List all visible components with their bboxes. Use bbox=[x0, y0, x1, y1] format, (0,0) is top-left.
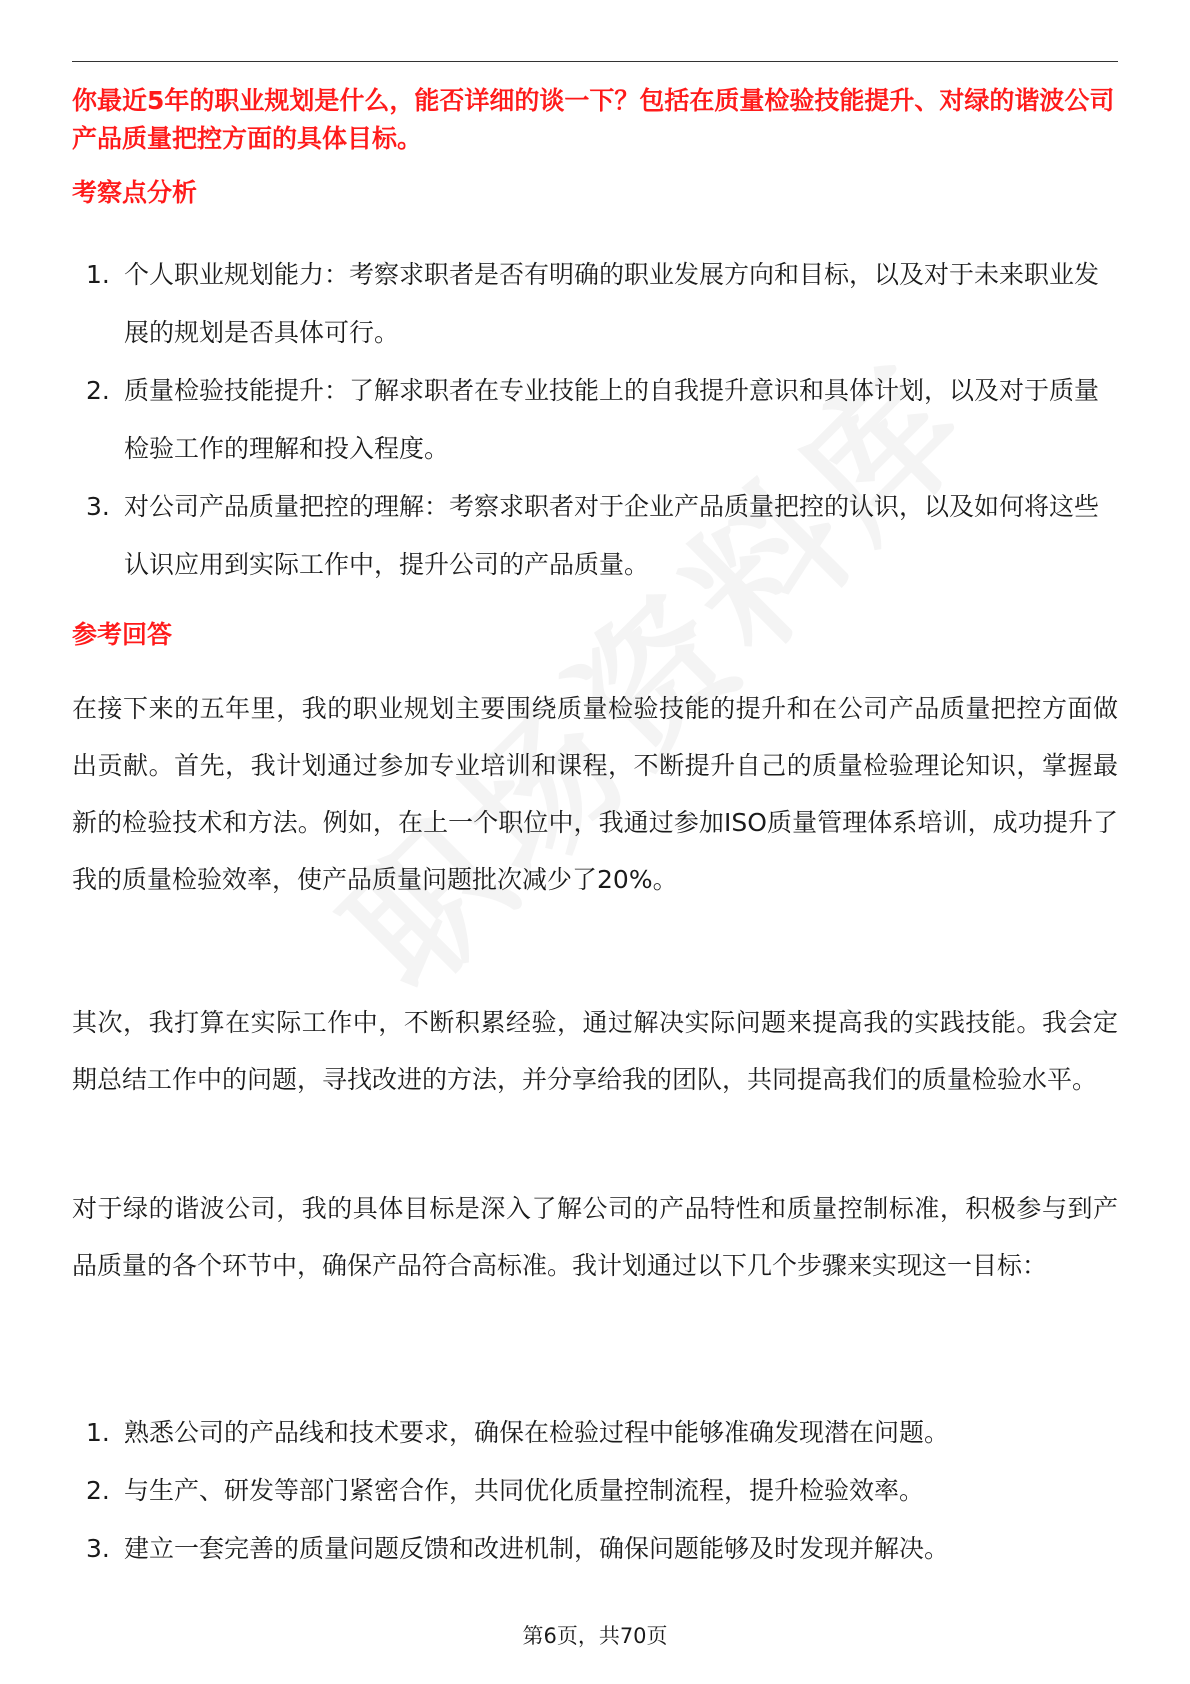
answer-paragraph: 其次，我打算在实际工作中，不断积累经验，通过解决实际问题来提高我的实践技能。我会定期总结工作中的问题，寻找改进的方法，并分享给我的团队，共同提高我们的质量检验水平。 bbox=[72, 1008, 1118, 1094]
top-rule bbox=[72, 61, 1118, 62]
answer-heading: 参考回答 bbox=[72, 620, 173, 649]
steps-list bbox=[72, 1404, 1118, 1578]
analysis-list bbox=[72, 246, 1118, 594]
list-number: 3. bbox=[86, 492, 110, 521]
list-number: 2. bbox=[86, 376, 110, 405]
list-number: 1. bbox=[86, 1418, 110, 1447]
analysis-item-text: 对公司产品质量把控的理解：考察求职者对于企业产品质量把控的认识，以及如何将这些认识应用到实际工作中，提升公司的产品质量。 bbox=[124, 492, 1100, 579]
question-title: 你最近5年的职业规划是什么，能否详细的谈一下？包括在质量检验技能提升、对绿的谐波公司产品质量把控方面的具体目标。 bbox=[72, 86, 1115, 153]
analysis-item-text: 个人职业规划能力：考察求职者是否有明确的职业发展方向和目标，以及对于未来职业发展的规划是否具体可行。 bbox=[124, 260, 1100, 347]
analysis-item bbox=[72, 362, 1118, 478]
analysis-item bbox=[72, 246, 1118, 362]
answer-paragraph: 对于绿的谐波公司，我的具体目标是深入了解公司的产品特性和质量控制标准，积极参与到产品质量的各个环节中，确保产品符合高标准。我计划通过以下几个步骤来实现这一目标： bbox=[72, 1194, 1118, 1280]
step-item bbox=[72, 1404, 1118, 1462]
analysis-heading: 考察点分析 bbox=[72, 178, 198, 207]
step-item bbox=[72, 1520, 1118, 1578]
step-item-text: 熟悉公司的产品线和技术要求，确保在检验过程中能够准确发现潜在问题。 bbox=[124, 1418, 950, 1447]
step-item bbox=[72, 1462, 1118, 1520]
step-item-text: 与生产、研发等部门紧密合作，共同优化质量控制流程，提升检验效率。 bbox=[124, 1476, 925, 1505]
step-item-text: 建立一套完善的质量问题反馈和改进机制，确保问题能够及时发现并解决。 bbox=[124, 1534, 950, 1563]
list-number: 1. bbox=[86, 260, 110, 289]
answer-paragraph: 在接下来的五年里，我的职业规划主要围绕质量检验技能的提升和在公司产品质量把控方面做出贡献。首先，我计划通过参加专业培训和课程，不断提升自己的质量检验理论知识，掌握最新的检验技术和方法。例如，在上一个职位中，我通过参加ISO质量管理体系培训，成功提升了我的质量检验效率，使产品质量问题批次减少了20%。 bbox=[72, 694, 1118, 894]
analysis-item bbox=[72, 478, 1118, 594]
analysis-item-text: 质量检验技能提升：了解求职者在专业技能上的自我提升意识和具体计划，以及对于质量检验工作的理解和投入程度。 bbox=[124, 376, 1100, 463]
list-number: 2. bbox=[86, 1476, 110, 1505]
page-footer: 第6页，共70页 bbox=[522, 1624, 668, 1648]
list-number: 3. bbox=[86, 1534, 110, 1563]
